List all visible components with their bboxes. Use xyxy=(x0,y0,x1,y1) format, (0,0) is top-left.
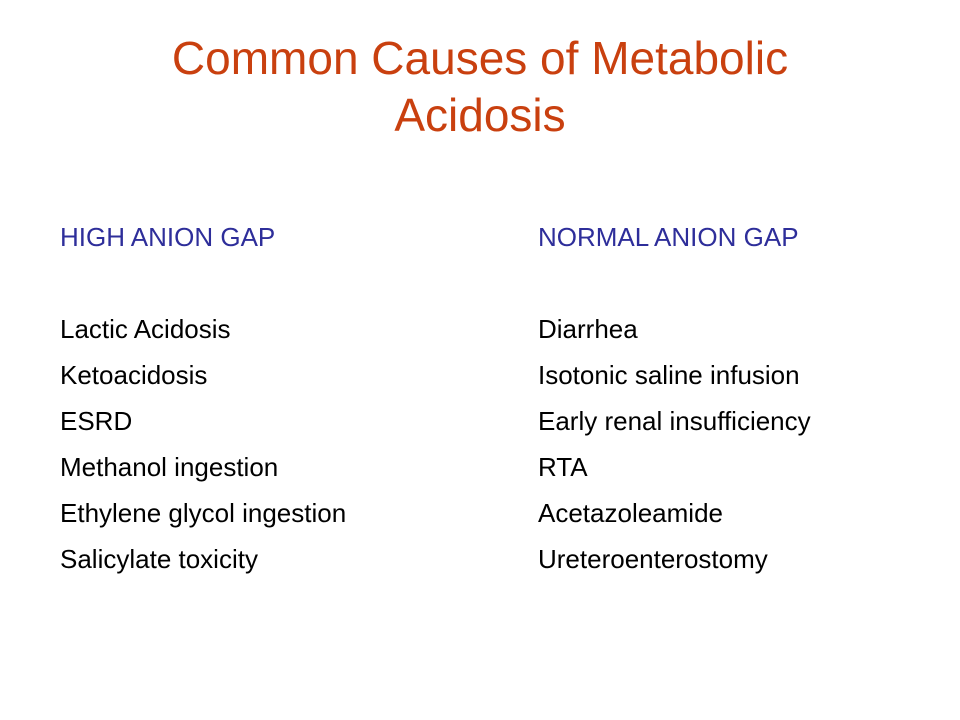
list-item: Acetazoleamide xyxy=(538,498,723,528)
list-item: ESRD xyxy=(60,406,133,436)
list-item: RTA xyxy=(538,452,588,482)
slide-title-line-2: Acidosis xyxy=(394,89,566,141)
list-item: Ureteroenterostomy xyxy=(538,544,768,574)
list-item: Salicylate toxicity xyxy=(60,544,258,574)
list-item: Ketoacidosis xyxy=(60,360,208,390)
high-anion-gap-list xyxy=(60,306,480,582)
slide-title-line-1: Common Causes of Metabolic xyxy=(171,32,789,84)
normal-anion-gap-list xyxy=(538,306,938,582)
normal-anion-gap-column xyxy=(538,214,938,582)
list-item: Ethylene glycol ingestion xyxy=(60,498,347,528)
list-item: Diarrhea xyxy=(538,314,638,344)
high-anion-gap-heading: HIGH ANION GAP xyxy=(60,222,276,252)
list-item: Isotonic saline infusion xyxy=(538,360,800,390)
normal-anion-gap-heading: NORMAL ANION GAP xyxy=(538,222,799,252)
high-anion-gap-column xyxy=(60,214,480,582)
list-item: Early renal insufficiency xyxy=(538,406,811,436)
list-item: Methanol ingestion xyxy=(60,452,279,482)
list-item: Lactic Acidosis xyxy=(60,314,231,344)
slide-title xyxy=(60,30,900,144)
